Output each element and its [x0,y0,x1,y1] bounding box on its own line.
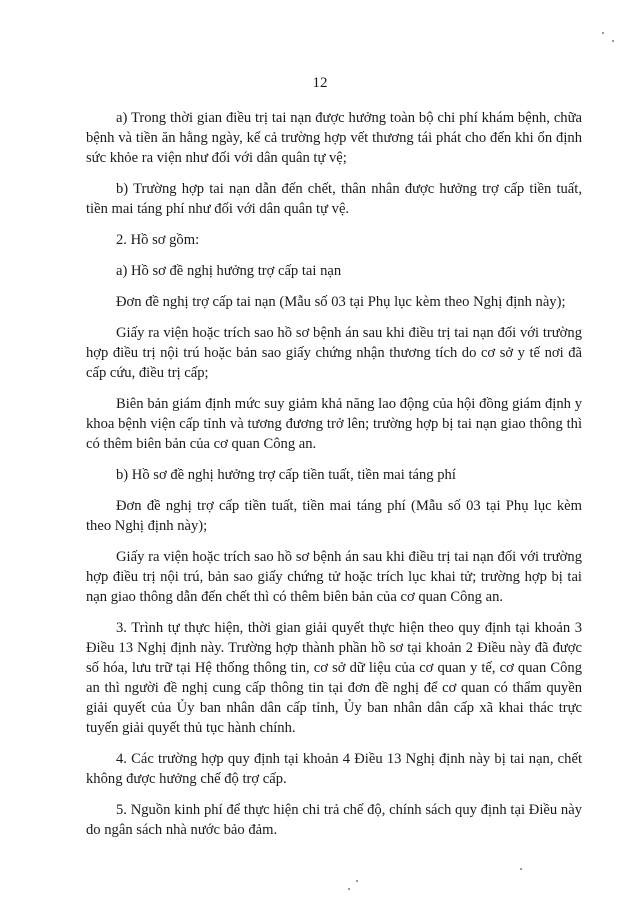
scan-speck [520,868,522,870]
subsection-b-heading: b) Hồ sơ đề nghị hưởng trợ cấp tiền tuất, tiền mai táng phí [116,467,456,483]
document-body [86,108,582,851]
scan-speck [356,880,358,882]
section-3-procedure: 3. Trình tự thực hiện, thời gian giải quyết thực hiện theo quy định tại khoản 3 Điều 13 Nghị định này. Trường hợp thành phần hồ sơ tại khoản 2 Điều này đã được số hóa, lưu trữ tại Hệ thống thông tin, cơ sở dữ liệu của cơ quan y tế, cơ quan Công an thì người đề nghị cung cấp thông tin tại đơn đề nghị để cơ quan có thẩm quyền giải quyết của Ủy ban nhân dân cấp tỉnh, Ủy ban nhân dân cấp xã khai thác trực tuyến giải quyết thủ tục hành chính. [86,620,582,736]
paragraph-benefit-death: b) Trường hợp tai nạn dẫn đến chết, thân nhân được hưởng trợ cấp tiền tuất, tiền mai táng phí như đối với dân quân tự vệ. [86,181,582,217]
paragraph-accident-form: Đơn đề nghị trợ cấp tai nạn (Mẫu số 03 tại Phụ lục kèm theo Nghị định này); [116,294,566,310]
section-4-exclusions: 4. Các trường hợp quy định tại khoản 4 Điều 13 Nghị định này bị tai nạn, chết không được hưởng chế độ trợ cấp. [86,751,582,787]
subsection-a-heading: a) Hồ sơ đề nghị hưởng trợ cấp tai nạn [116,263,342,279]
page-number: 12 [312,75,328,91]
scan-speck [348,888,350,890]
paragraph-funeral-form: Đơn đề nghị trợ cấp tiền tuất, tiền mai táng phí (Mẫu số 03 tại Phụ lục kèm theo Nghị định này); [86,498,582,534]
paragraph-discharge-paper: Giấy ra viện hoặc trích sao hồ sơ bệnh án sau khi điều trị tai nạn đối với trường hợp điều trị nội trú hoặc bản sao giấy chứng nhận thương tích do cơ sở y tế nơi đã cấp cứu, điều trị cấp; [86,325,582,381]
scan-speck [612,40,614,42]
paragraph-death-documents: Giấy ra viện hoặc trích sao hồ sơ bệnh án sau khi điều trị tai nạn đối với trường hợp điều trị nội trú, bản sao giấy chứng tử hoặc trích lục khai tử; trường hợp bị tai nạn giao thông dẫn đến chết thì có thêm biên bản của cơ quan Công an. [86,549,582,605]
section-5-funding: 5. Nguồn kinh phí để thực hiện chi trả chế độ, chính sách quy định tại Điều này do ngân sách nhà nước bảo đảm. [86,802,582,838]
section-2-heading: 2. Hồ sơ gồm: [116,232,200,248]
paragraph-benefit-treatment: a) Trong thời gian điều trị tai nạn được hưởng toàn bộ chi phí khám bệnh, chữa bệnh và tiền ăn hằng ngày, kể cả trường hợp vết thương tái phát cho đến khi ổn định sức khỏe ra viện như đối với dân quân tự vệ; [86,110,582,166]
scan-speck [602,32,604,34]
paragraph-assessment-report: Biên bản giám định mức suy giảm khả năng lao động của hội đồng giám định y khoa bệnh viện cấp tỉnh và tương đương trở lên; trường hợp bị tai nạn giao thông thì có thêm biên bản của cơ quan Công an. [86,396,582,452]
